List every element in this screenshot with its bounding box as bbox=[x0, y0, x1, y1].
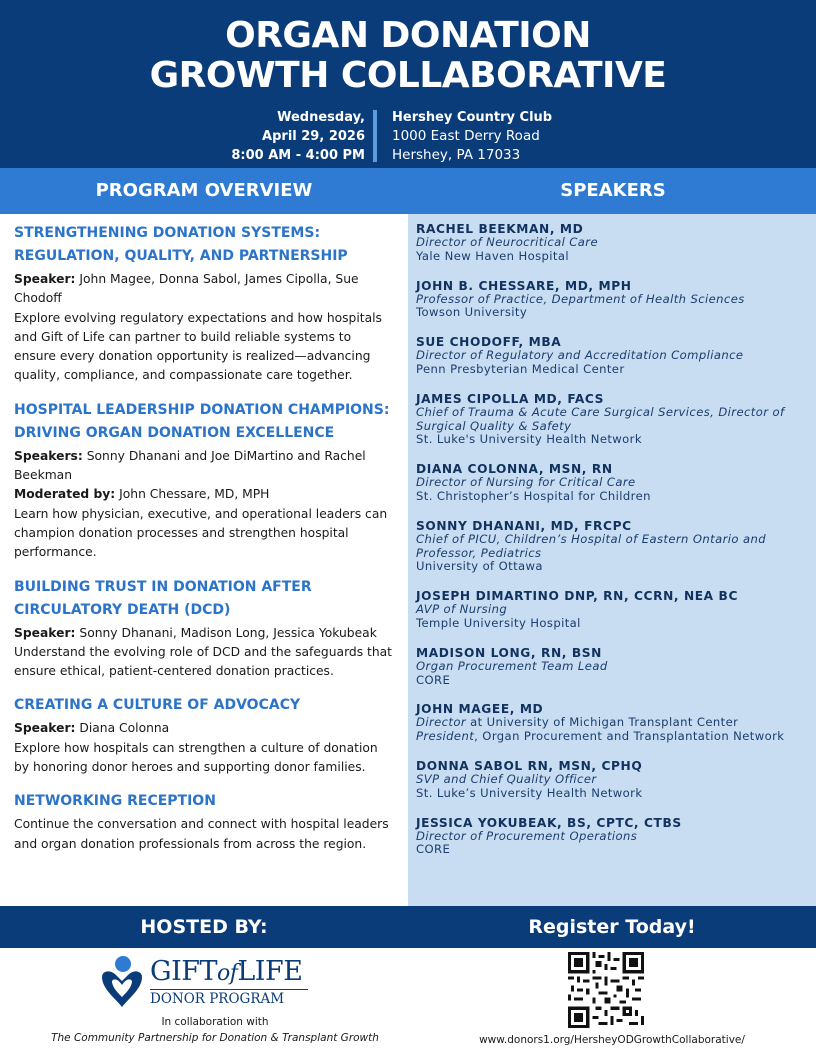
speaker-org: St. Luke’s University Health Network bbox=[416, 785, 643, 800]
session bbox=[14, 222, 394, 386]
session-description: Continue the conversation and connect with hospital leaders and organ donation professionals from across the region. bbox=[14, 817, 389, 851]
session-title: CREATING A CULTURE OF ADVOCACY bbox=[14, 697, 301, 714]
speaker-role: Director of Regulatory and Accreditation Compliance bbox=[416, 348, 744, 363]
event-day: Wednesday, bbox=[277, 110, 365, 125]
speaker-org: CORE bbox=[416, 672, 451, 687]
speaker-entry bbox=[416, 702, 808, 744]
speaker-names: Sonny Dhanani and Joe DiMartino and Rachel Beekman bbox=[14, 448, 366, 483]
page-title bbox=[0, 16, 816, 96]
title-line-1: ORGAN DONATION bbox=[225, 15, 591, 56]
speaker-org: St. Christopher’s Hospital for Children bbox=[416, 488, 651, 503]
program-overview-heading: PROGRAM OVERVIEW bbox=[95, 180, 313, 201]
speaker-role: AVP of Nursing bbox=[416, 602, 508, 617]
logo-subtitle: DONOR PROGRAM bbox=[150, 991, 285, 1007]
registration-url[interactable]: www.donors1.org/HersheyODGrowthCollaborative/ bbox=[479, 1034, 745, 1046]
speaker-name: JAMES CIPOLLA MD, FACS bbox=[416, 391, 605, 406]
speaker-entry bbox=[416, 222, 808, 264]
session-title: BUILDING TRUST IN DONATION AFTER CIRCULATORY DEATH (DCD) bbox=[14, 578, 312, 618]
event-address-line-1: 1000 East Derry Road bbox=[392, 128, 540, 144]
speaker-org: Penn Presbyterian Medical Center bbox=[416, 361, 625, 376]
speaker-entry bbox=[416, 335, 808, 377]
speaker-label: Speakers: bbox=[14, 448, 83, 463]
speaker-names: Diana Colonna bbox=[79, 721, 170, 736]
collaboration-partner: The Community Partnership for Donation & Transplant Growth bbox=[51, 1032, 379, 1044]
session-description: Learn how physician, executive, and operational leaders can champion donation processes and strengthen hospital performance. bbox=[14, 506, 388, 560]
speaker-name: JOHN MAGEE, MD bbox=[416, 702, 544, 717]
title-line-2: GROWTH COLLABORATIVE bbox=[149, 55, 667, 96]
speaker-role: Chief of Trauma & Acute Care Surgical Services, Director of Surgical Quality & Safety bbox=[416, 404, 785, 433]
logo-word-of: of bbox=[216, 961, 238, 986]
speaker-name: SONNY DHANANI, MD, FRCPC bbox=[416, 518, 632, 533]
speaker-names: Sonny Dhanani, Madison Long, Jessica Yokubeak bbox=[79, 625, 377, 640]
qr-code-icon[interactable] bbox=[568, 952, 644, 1028]
speaker-label: Speaker: bbox=[14, 625, 76, 640]
event-time: 8:00 AM - 4:00 PM bbox=[231, 148, 365, 163]
session-moderator bbox=[14, 485, 394, 504]
session-title: HOSPITAL LEADERSHIP DONATION CHAMPIONS: DRIVING ORGAN DONATION EXCELLENCE bbox=[14, 401, 390, 441]
logo-word-gift: GIFT bbox=[150, 956, 217, 987]
speaker-title-detail: at University of Michigan Transplant Center bbox=[466, 715, 739, 730]
speaker-role bbox=[416, 716, 808, 730]
hosted-by-heading: HOSTED BY: bbox=[140, 916, 268, 938]
session bbox=[14, 399, 394, 563]
speaker-title-detail: , Organ Procurement and Transplantation Network bbox=[474, 729, 785, 744]
speaker-label: Speaker: bbox=[14, 272, 76, 286]
speaker-entry bbox=[416, 589, 808, 631]
session bbox=[14, 694, 394, 777]
event-datetime bbox=[180, 108, 365, 165]
logo-word-life: LIFE bbox=[237, 956, 303, 987]
speaker-name: DONNA SABOL RN, MSN, CPHQ bbox=[416, 758, 643, 773]
speaker-org: University of Ottawa bbox=[416, 559, 543, 574]
speaker-role: Chief of PICU, Children’s Hospital of Eastern Ontario and Professor, Pediatrics bbox=[416, 531, 766, 560]
speaker-org: Yale New Haven Hospital bbox=[416, 248, 569, 263]
speaker-role: Organ Procurement Team Lead bbox=[416, 658, 608, 673]
moderator-name: John Chessare, MD, MPH bbox=[119, 487, 270, 502]
session-speakers bbox=[14, 719, 394, 738]
speaker-entry bbox=[416, 392, 808, 447]
moderator-label: Moderated by: bbox=[14, 487, 116, 502]
speaker-role: Director of Neurocritical Care bbox=[416, 235, 598, 249]
session-speakers bbox=[14, 624, 394, 643]
speaker-role bbox=[416, 730, 808, 744]
speaker-name: JOSEPH DIMARTINO DNP, RN, CCRN, NEA BC bbox=[416, 589, 738, 604]
session-description: Understand the evolving role of DCD and the safeguards that ensure ethical, patient-centered donation practices. bbox=[14, 644, 392, 679]
speaker-role: Director of Procurement Operations bbox=[416, 828, 638, 843]
speaker-name: SUE CHODOFF, MBA bbox=[416, 335, 562, 350]
speaker-names: John Magee, Donna Sabol, James Cipolla, Sue Chodoff bbox=[14, 272, 359, 306]
speaker-title: Director bbox=[416, 715, 467, 730]
session bbox=[14, 576, 394, 682]
speaker-entry bbox=[416, 462, 808, 504]
session-description: Explore how hospitals can strengthen a culture of donation by honoring donor heroes and supporting donor families. bbox=[14, 740, 378, 775]
event-divider bbox=[373, 110, 377, 162]
gift-of-life-logo bbox=[98, 955, 318, 1013]
program-overview bbox=[0, 214, 408, 906]
speaker-role: Director of Nursing for Critical Care bbox=[416, 475, 636, 490]
speaker-entry bbox=[416, 816, 808, 858]
speaker-entry bbox=[416, 759, 808, 801]
logo-wordmark bbox=[150, 957, 302, 989]
speaker-title: President bbox=[416, 729, 475, 744]
session-speakers bbox=[14, 270, 394, 309]
speaker-entry bbox=[416, 646, 808, 688]
logo-rule bbox=[150, 989, 308, 990]
speaker-entry bbox=[416, 279, 808, 321]
speaker-name: JESSICA YOKUBEAK, BS, CPTC, CTBS bbox=[416, 815, 682, 830]
session bbox=[14, 790, 394, 854]
speaker-name: MADISON LONG, RN, BSN bbox=[416, 645, 602, 660]
speaker-name: RACHEL BEEKMAN, MD bbox=[416, 222, 584, 236]
event-address-line-2: Hershey, PA 17033 bbox=[392, 147, 521, 163]
register-heading: Register Today! bbox=[528, 916, 696, 938]
speaker-org: St. Luke's University Health Network bbox=[416, 432, 642, 447]
speaker-org: Temple University Hospital bbox=[416, 615, 581, 630]
session-description: Explore evolving regulatory expectations and how hospitals and Gift of Life can partner to build reliable systems to ensure every donation opportunity is realized—advancing quality, compliance, and compassionate care together. bbox=[14, 310, 382, 383]
speakers-heading: SPEAKERS bbox=[560, 180, 666, 201]
speaker-org: Towson University bbox=[416, 305, 528, 320]
session-title: STRENGTHENING DONATION SYSTEMS: REGULATION, QUALITY, AND PARTNERSHIP bbox=[14, 225, 348, 264]
speaker-role: SVP and Chief Quality Officer bbox=[416, 771, 597, 786]
heart-figure-icon bbox=[98, 955, 146, 1013]
session-speakers bbox=[14, 447, 394, 486]
speaker-org: CORE bbox=[416, 842, 451, 857]
collaboration-label: In collaboration with bbox=[161, 1016, 269, 1028]
speaker-name: JOHN B. CHESSARE, MD, MPH bbox=[416, 278, 632, 293]
speaker-entry bbox=[416, 519, 808, 574]
event-location bbox=[392, 108, 692, 165]
speaker-label: Speaker: bbox=[14, 721, 76, 736]
speaker-name: DIANA COLONNA, MSN, RN bbox=[416, 462, 613, 477]
session-title: NETWORKING RECEPTION bbox=[14, 793, 216, 810]
event-date: April 29, 2026 bbox=[262, 129, 365, 144]
speaker-role: Professor of Practice, Department of Health Sciences bbox=[416, 291, 745, 306]
speakers-panel bbox=[408, 214, 816, 906]
event-venue: Hershey Country Club bbox=[392, 110, 553, 125]
